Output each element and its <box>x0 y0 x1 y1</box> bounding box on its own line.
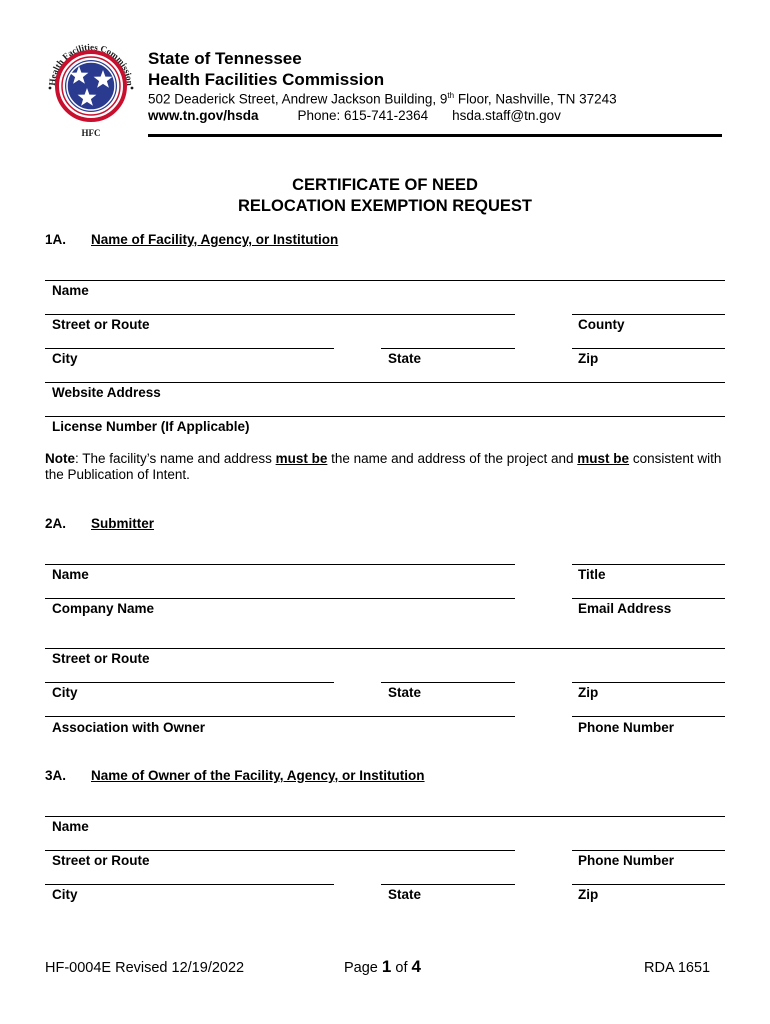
submitter-email-line[interactable] <box>572 598 725 599</box>
submitter-title-label: Title <box>578 567 606 582</box>
submitter-street-line[interactable] <box>45 648 725 649</box>
section-3a-title: Name of Owner of the Facility, Agency, or Institution <box>91 768 425 783</box>
section-1a-number: 1A. <box>45 232 67 247</box>
hfc-seal-icon <box>45 40 137 142</box>
section-2a-title: Submitter <box>91 516 155 531</box>
owner-phone-line[interactable] <box>572 850 725 851</box>
submitter-title-line[interactable] <box>572 564 725 565</box>
org-phone: Phone: 615-741-2364 <box>297 108 429 123</box>
submitter-city-label: City <box>52 685 78 700</box>
owner-zip-label: Zip <box>578 887 599 902</box>
submitter-city-line[interactable] <box>45 682 334 683</box>
org-address: 502 Deaderick Street, Andrew Jackson Building, 9th Floor, Nashville, TN 37243 <box>148 91 617 107</box>
section-3a-number: 3A. <box>45 768 67 783</box>
owner-name-line[interactable] <box>45 816 725 817</box>
submitter-zip-label: Zip <box>578 685 599 700</box>
facility-license-label: License Number (If Applicable) <box>52 419 250 434</box>
seal-ring-text: Health Facilities Commission <box>46 41 136 87</box>
facility-name-line[interactable] <box>45 280 725 281</box>
submitter-name-label: Name <box>52 567 89 582</box>
facility-website-line[interactable] <box>45 382 725 383</box>
submitter-company-label: Company Name <box>52 601 155 616</box>
submitter-phone-label: Phone Number <box>578 720 675 735</box>
owner-state-label: State <box>388 887 422 902</box>
submitter-phone-line[interactable] <box>572 716 725 717</box>
owner-phone-label: Phone Number <box>578 853 675 868</box>
owner-state-line[interactable] <box>381 884 515 885</box>
facility-website-label: Website Address <box>52 385 161 400</box>
facility-county-label: County <box>578 317 625 332</box>
org-state: State of Tennessee <box>148 49 302 68</box>
seal-abbreviation: HFC <box>81 128 101 138</box>
org-email[interactable]: hsda.staff@tn.gov <box>452 108 561 123</box>
facility-license-line[interactable] <box>45 416 725 417</box>
facility-note: Note: The facility’s name and address must be the name and address of the project and must be consistent with the Publication of Intent. <box>45 451 722 482</box>
facility-street-line[interactable] <box>45 314 515 315</box>
facility-city-label: City <box>52 351 78 366</box>
facility-county-line[interactable] <box>572 314 725 315</box>
submitter-company-line[interactable] <box>45 598 515 599</box>
owner-street-line[interactable] <box>45 850 515 851</box>
facility-state-label: State <box>388 351 422 366</box>
facility-zip-label: Zip <box>578 351 599 366</box>
facility-city-line[interactable] <box>45 348 334 349</box>
submitter-street-label: Street or Route <box>52 651 150 666</box>
facility-name-label: Name <box>52 283 89 298</box>
owner-name-label: Name <box>52 819 89 834</box>
rda-number: RDA 1651 <box>644 960 711 976</box>
facility-state-line[interactable] <box>381 348 515 349</box>
website-link[interactable]: www.tn.gov/hsda <box>148 108 259 123</box>
section-2a-number: 2A. <box>45 516 67 531</box>
facility-street-label: Street or Route <box>52 317 150 332</box>
submitter-state-label: State <box>388 685 422 700</box>
org-contact <box>148 108 561 123</box>
document-title: CERTIFICATE OF NEED RELOCATION EXEMPTION REQUEST <box>238 176 532 215</box>
submitter-name-line[interactable] <box>45 564 515 565</box>
submitter-state-line[interactable] <box>381 682 515 683</box>
hfc-seal-logo <box>45 40 137 142</box>
owner-city-line[interactable] <box>45 884 334 885</box>
page-indicator: Page 1 of 4 <box>344 957 421 976</box>
submitter-association-label: Association with Owner <box>52 720 206 735</box>
submitter-email-label: Email Address <box>578 601 672 616</box>
org-name: Health Facilities Commission <box>148 70 385 89</box>
owner-city-label: City <box>52 887 78 902</box>
owner-street-label: Street or Route <box>52 853 150 868</box>
header-divider <box>148 134 722 137</box>
facility-zip-line[interactable] <box>572 348 725 349</box>
section-1a-title: Name of Facility, Agency, or Institution <box>91 232 339 247</box>
submitter-zip-line[interactable] <box>572 682 725 683</box>
submitter-association-line[interactable] <box>45 716 515 717</box>
owner-zip-line[interactable] <box>572 884 725 885</box>
form-id: HF-0004E Revised 12/19/2022 <box>45 960 245 976</box>
org-header <box>148 48 384 90</box>
